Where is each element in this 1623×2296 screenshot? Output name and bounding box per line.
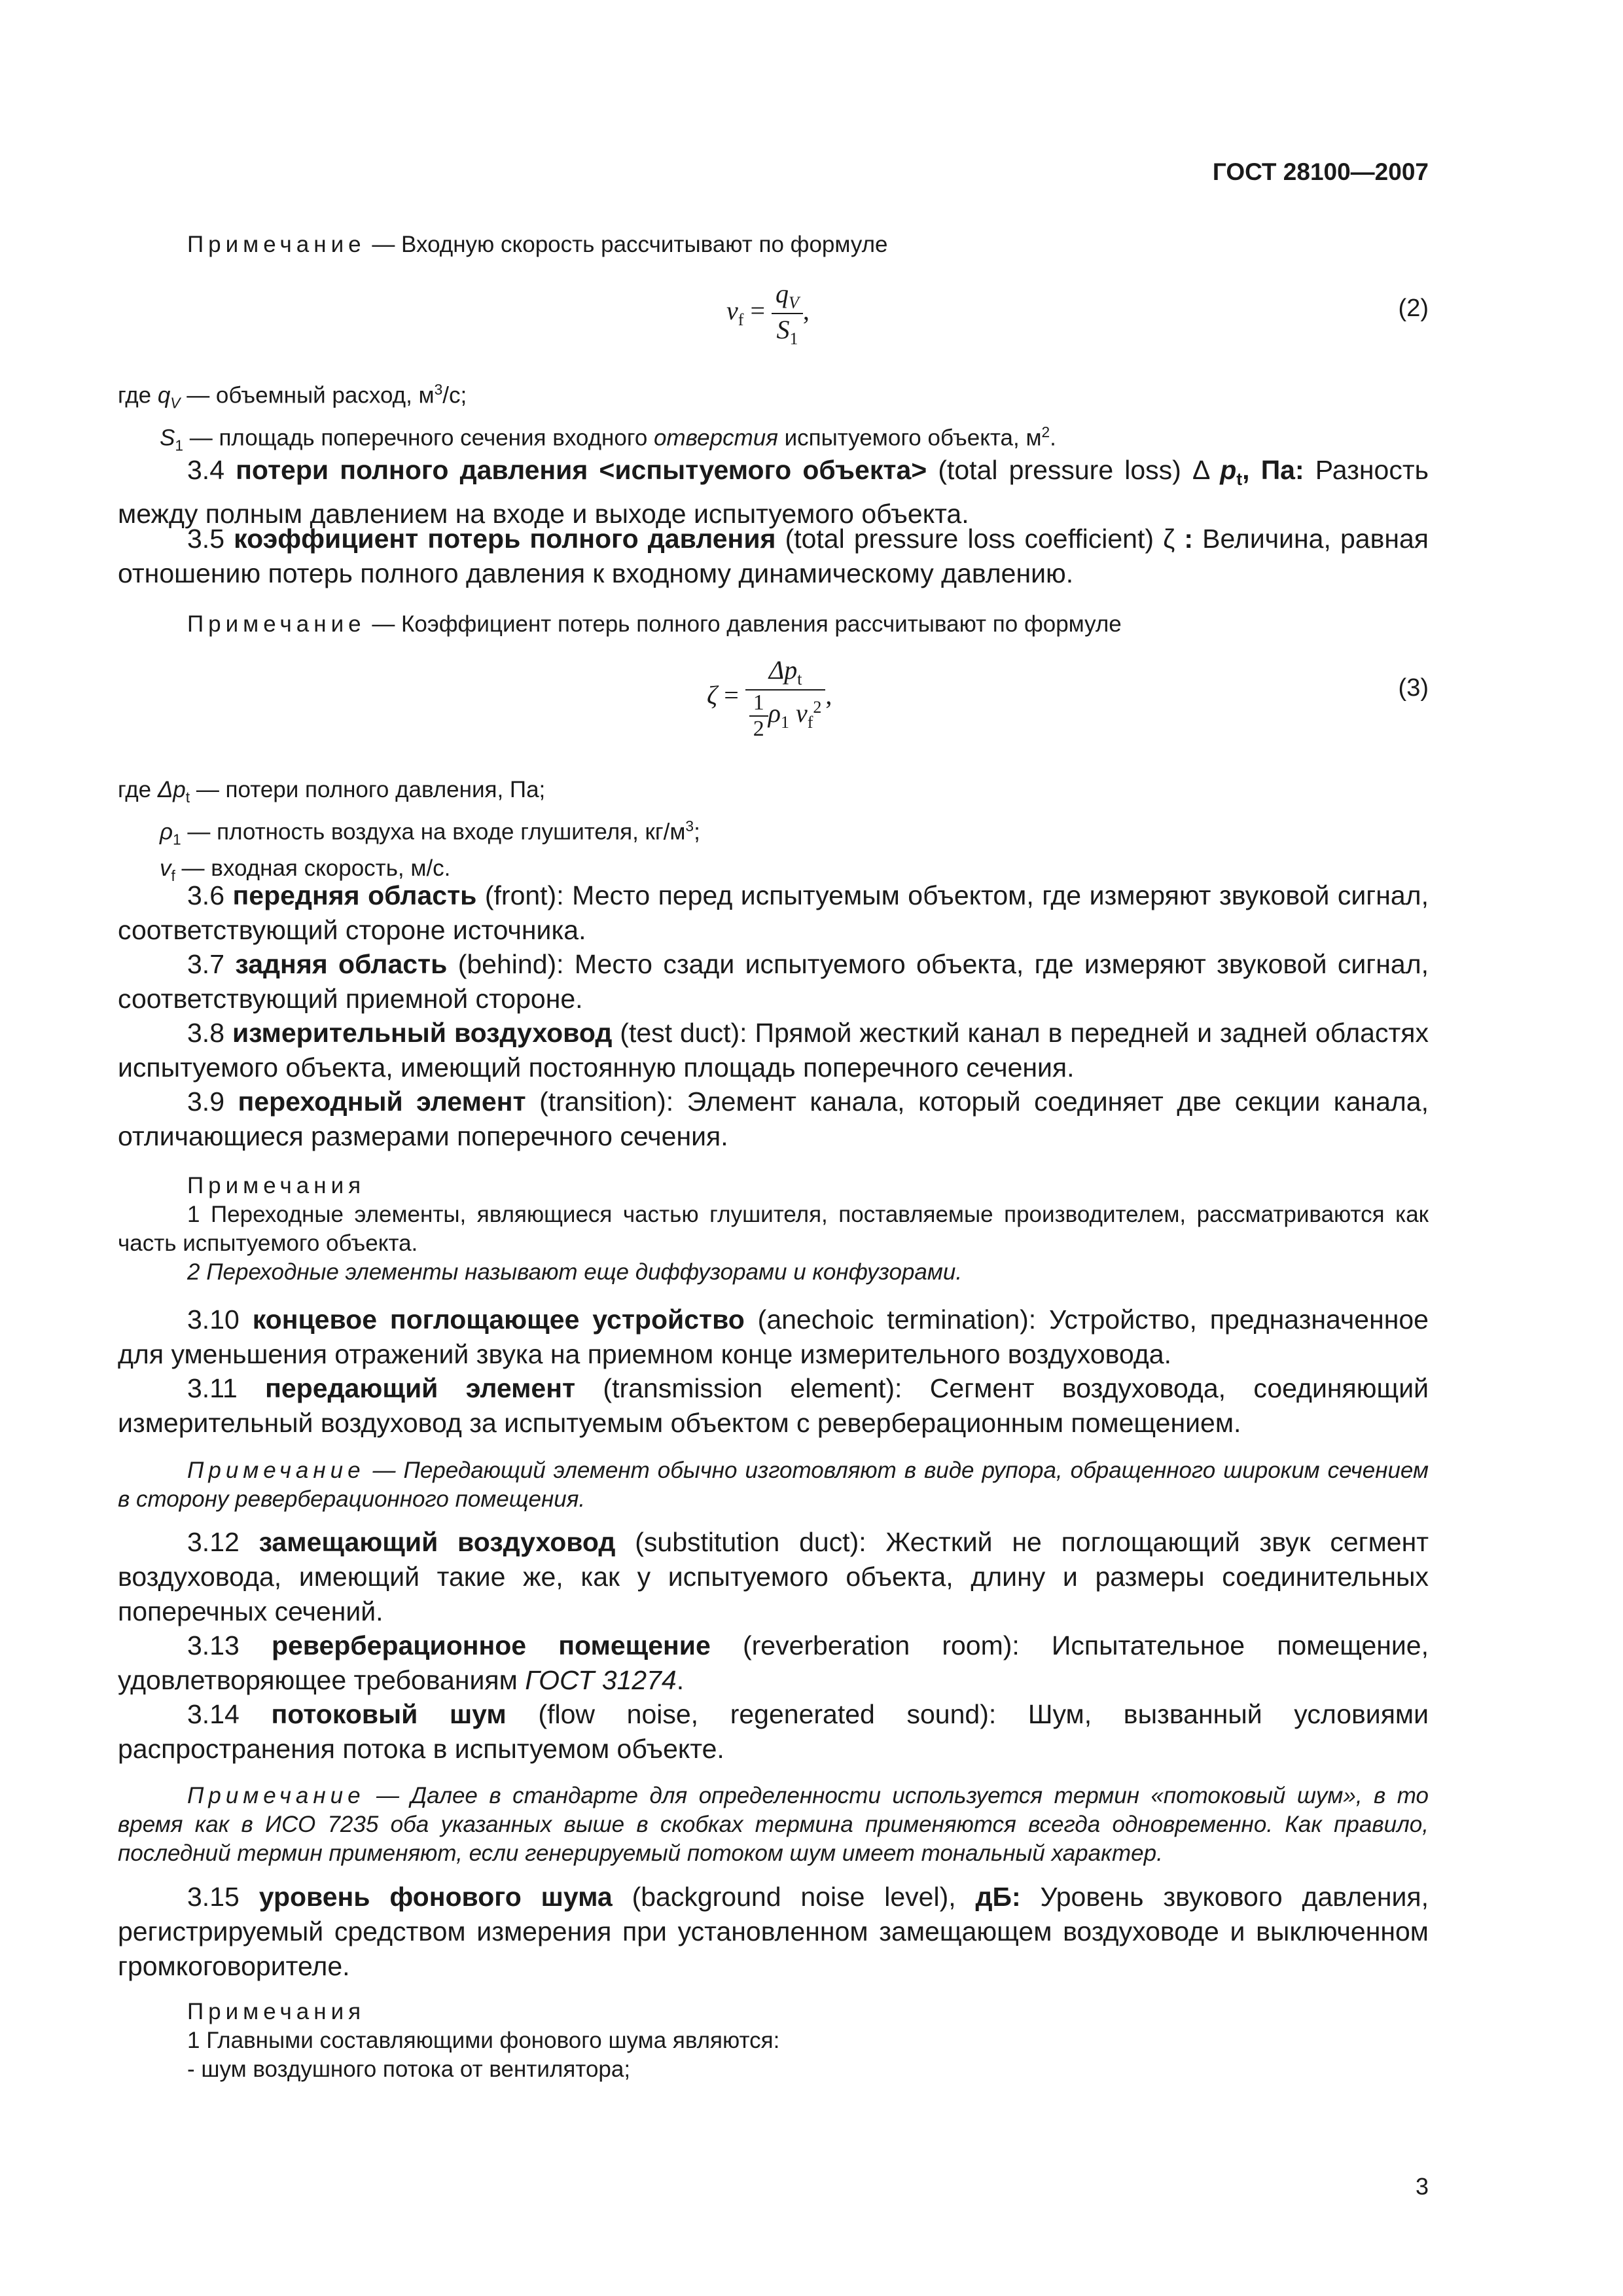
term-3-4: 3.4 потери полного давления <испытуемого объекта> (total pressure loss) Δ $p_t$, Па: Разность между полным давлением на входе и выходе испытуемого объекта. [118,455,1429,529]
term-3-6: 3.6 передняя область (front): Место перед испытуемым объектом, где измеряют звуковой сигнал, соответствующий стороне источника. [118,880,1429,945]
term-3-10: 3.10 концевое поглощающее устройство (anechoic termination): Устройство, предназначенное для уменьшения отражений звука на приемном конце измерительного воздуховода. [118,1304,1429,1369]
note-loss-coefficient: Примечание — Коэффициент потерь полного давления рассчитывают по формуле [187,611,1122,637]
term-3-15: 3.15 уровень фонового шума (background noise level), дБ: Уровень звукового давления, регистрируемый средством измерения при установленном замещающем воздуховоде и выключенном громкоговорителе. [118,1882,1429,1981]
document-header-id: ГОСТ 28100—2007 [1212,158,1429,185]
note-inlet-velocity: Примечание — Входную скорость рассчитывают по формуле [187,232,888,257]
note-transmission-element: Примечание — Передающий элемент обычно изготовляют в виде рупора, обращенного широким сечением в сторону реверберационного помещения. [118,1458,1429,1512]
formula-2-number: (2) [1398,295,1429,322]
formula-3: ζ = $\Delta p_t$ $\frac{1}{2}$ $\rho_1$ $v_f^2$ , [707,655,832,741]
term-3-12: 3.12 замещающий воздуховод (substitution duct): Жесткий не поглощающий звук сегмент воздуховода, имеющий такие же, как у испытуемого объекта, длину и размеры соединительных поперечных сечений. [118,1527,1429,1626]
formula-2: $v_f$ = $\frac{q_V}{S_1}$ , [726,279,810,348]
term-3-9: 3.9 переходный элемент (transition): Элемент канала, который соединяет две секции канала, отличающиеся размерами поперечного сечения. [118,1086,1429,1151]
notes-transition: Примечания 1 Переходные элементы, являющиеся частью глушителя, поставляемые производителем, рассматриваются как часть испытуемого объекта. 2 Переходные элементы называют еще диффузорами и конфузорами. [118,1173,1429,1285]
page-number: 3 [1415,2173,1429,2200]
term-3-8: 3.8 измерительный воздуховод (test duct): Прямой жесткий канал в передней и задней областях испытуемого объекта, имеющий постоянную площадь поперечного сечения. [118,1018,1429,1083]
note-flow-noise: Примечание — Далее в стандарте для определенности используется термин «потоковый шум», в то время как в ИСО 7235 оба указанных выше в скобках термина применяются всегда одновременно. Как правило, последний термин применяют, если генерируемый потоком шум имеет тональный характер. [118,1783,1429,1866]
note-label: Примечание [187,232,366,257]
formula-3-number: (3) [1398,674,1429,702]
term-3-13: 3.13 реверберационное помещение (reverberation room): Испытательное помещение, удовлетворяющее требованиям ГОСТ 31274. [118,1630,1429,1695]
notes-background-noise: Примечания 1 Главными составляющими фонового шума являются: - шум воздушного потока от вентилятора; [187,1999,780,2082]
term-3-14: 3.14 потоковый шум (flow noise, regenerated sound): Шум, вызванный условиями распространения потока в испытуемом объекте. [118,1699,1429,1764]
formula-2-legend: где $q_V$ — объемный расход, $м^3/с$; $S_1$ — площадь поперечного сечения входного отверстия испытуемого объекта, $м^2$. [118,381,1056,454]
term-3-7: 3.7 задняя область (behind): Место сзади испытуемого объекта, где измеряют звуковой сигнал, соответствующий приемной стороне. [118,949,1429,1014]
term-3-5: 3.5 коэффициент потерь полного давления (total pressure loss coefficient) ζ : Величина, равная отношению потерь полного давления к входному динамическому давлению. [118,524,1429,588]
term-3-11: 3.11 передающий элемент (transmission element): Сегмент воздуховода, соединяющий измерительный воздуховод за испытуемым объектом с реверберационным помещением. [118,1373,1429,1438]
formula-3-legend: где $\Delta p_t$ — потери полного давления, Па; $\rho_1$ — плотность воздуха на входе глушителя, $кг/м^3$; $v_f$ — входная скорость, м/с. [118,777,700,884]
